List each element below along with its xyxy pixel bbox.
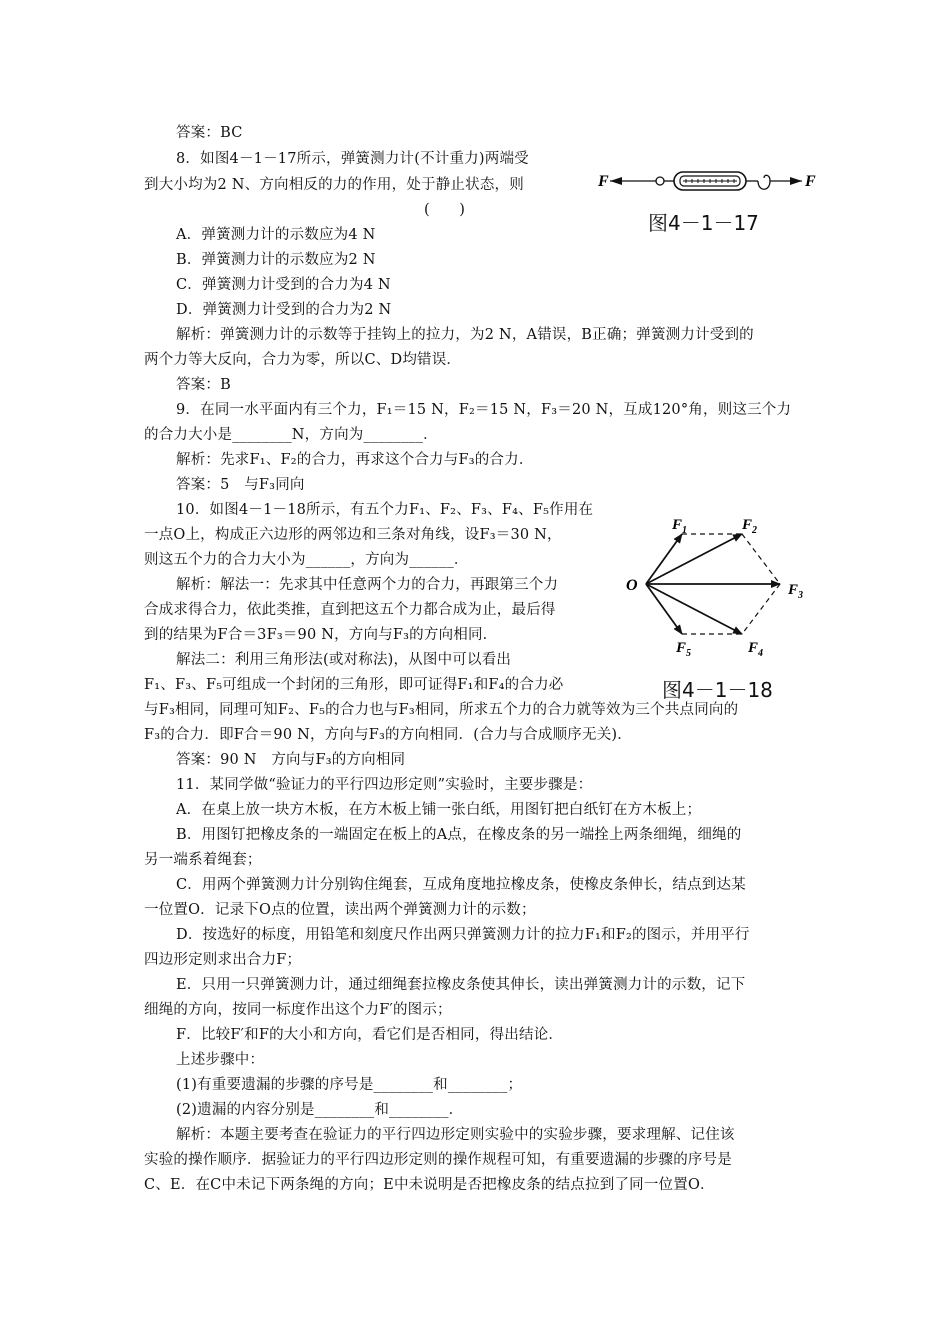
label-f1: $F_1$ [672,517,688,536]
q10-stem-line2: 一点O上，构成正六边形的两邻边和三条对角线，设F₃＝30 N， [144,527,562,543]
q11-analysis-line1: 解析：本题主要考查在验证力的平行四边形定则实验中的实验步骤，要求理解、记住该 [176,1127,735,1143]
q8-answer-bracket: ( ) [424,202,466,218]
q9-stem-line2: 的合力大小是________N，方向为________． [144,427,438,443]
force-f4-arrow [646,584,742,634]
q10-analysis-line2: 合成求得合力，依此类推，直到把这五个力都合成为止，最后得 [144,602,556,618]
answer-7: 答案：BC [176,125,243,141]
right-arrowhead [790,177,802,185]
right-force-label: F [805,173,816,190]
q11-step-c-line1: C．用两个弹簧测力计分别钩住绳套，互成角度地拉橡皮条，使橡皮条伸长，结点到达某 [176,877,746,893]
q9-analysis: 解析：先求F₁、F₂的合力，再求这个合力与F₃的合力． [176,452,534,468]
left-force-label: F [598,173,609,190]
q11-step-c-line2: 一位置O．记录下O点的位置，读出两个弹簧测力计的示数； [144,902,536,918]
q8-option-c: C．弹簧测力计受到的合力为4 N [176,277,391,293]
origin-label: O [626,577,638,594]
label-f3: $F_3$ [788,582,804,601]
q9-stem-line1: 9．在同一水平面内有三个力，F₁＝15 N，F₂＝15 N，F₃＝20 N，互成120°角，则这三个力 [176,402,792,418]
q11-step-b-line2: 另一端系着绳套； [144,852,262,868]
q11-stem: 11．某同学做“验证力的平行四边形定则”实验时，主要步骤是： [176,777,593,793]
q11-step-e-line2: 细绳的方向，按同一标度作出这个力F′的图示； [144,1002,452,1018]
hook [758,175,770,189]
q10-stem-line3: 则这五个力的合力大小为______，方向为______． [144,552,469,568]
q11-step-e-line1: E．只用一只弹簧测力计，通过细绳套拉橡皮条使其伸长，读出弹簧测力计的示数，记下 [176,977,746,993]
q10-method2-line4: F₃的合力．即F合＝90 N，方向与F₃的方向相同．(合力与合成顺序无关)． [144,727,632,743]
q10-analysis-line3: 到的结果为F合＝3F₃＝90 N，方向与F₃的方向相同． [144,627,498,643]
q8-option-a: A．弹簧测力计的示数应为4 N [176,227,376,243]
q8-analysis-line2: 两个力等大反向，合力为零，所以C、D均错误． [144,352,462,368]
left-ring [656,177,664,185]
q10-stem-line1: 10．如图4－1－18所示，有五个力F₁、F₂、F₃、F₄、F₅作用在 [176,502,594,518]
force-f5-arrow [646,584,682,634]
label-f2: $F_2$ [742,517,758,536]
force-f1-arrow [646,534,682,584]
q11-step-b-line1: B．用图钉把橡皮条的一端固定在板上的A点，在橡皮条的另一端拴上两条细绳，细绳的 [176,827,742,843]
force-f2-arrow [646,534,742,584]
answer-10: 答案：90 N 方向与F₃的方向相同 [176,752,406,768]
force-arrows [646,534,780,634]
q11-sub2: (2)遗漏的内容分别是________和________． [176,1102,464,1118]
q11-analysis-line3: C、E．在C中未记下两条绳的方向；E中未说明是否把橡皮条的结点拉到了同一位置O． [144,1177,715,1193]
figure17-caption: 图4－1－17 [648,211,759,235]
q8-stem-line2: 到大小均为2 N、方向相反的力的作用，处于静止状态，则 [144,177,524,193]
q8-analysis-line1: 解析：弹簧测力计的示数等于挂钩上的拉力，为2 N，A错误，B正确；弹簧测力计受到的 [176,327,754,343]
q8-option-d: D．弹簧测力计受到的合力为2 N [176,302,392,318]
q8-option-b: B．弹簧测力计的示数应为2 N [176,252,376,268]
q11-step-f: F．比较F′和F的大小和方向，看它们是否相同，得出结论． [176,1027,564,1043]
q10-analysis-line1: 解析：解法一：先求其中任意两个力的合力，再跟第三个力 [176,577,559,593]
q11-sub1: (1)有重要遗漏的步骤的序号是________和________； [176,1077,523,1093]
q10-method2-line1: 解法二：利用三角形法(或对称法)，从图中可以看出 [176,652,512,668]
label-f5: $F_5$ [676,640,692,659]
hexagon-forces-figure [622,512,822,662]
spring-scale-figure [594,162,824,202]
q10-method2-line3: 与F₃相同，同理可知F₂、F₅的合力也与F₃相同，所求五个力的合力就等效为三个共点同向的 [144,702,739,718]
figure18-caption: 图4－1－18 [662,678,773,702]
q11-step-d-line2: 四边形定则求出合力F； [144,952,302,968]
q11-analysis-line2: 实验的操作顺序．据验证力的平行四边形定则的操作规程可知，有重要遗漏的步骤的序号是 [144,1152,732,1168]
q10-method2-line2: F₁、F₃、F₅可组成一个封闭的三角形，即可证得F₁和F₄的合力必 [144,677,564,693]
answer-9: 答案：5 与F₃同向 [176,477,305,493]
q11-step-a: A．在桌上放一块方木板，在方木板上铺一张白纸，用图钉把白纸钉在方木板上； [176,802,702,818]
answer-8: 答案：B [176,377,231,393]
left-arrowhead [610,177,622,185]
label-f4: $F_4$ [748,640,764,659]
q11-step-d-line1: D．按选好的标度，用铅笔和刻度尺作出两只弹簧测力计的拉力F₁和F₂的图示，并用平行 [176,927,750,943]
q11-prompt: 上述步骤中： [176,1052,265,1068]
q8-stem-line1: 8．如图4－1－17所示，弹簧测力计(不计重力)两端受 [176,151,529,167]
